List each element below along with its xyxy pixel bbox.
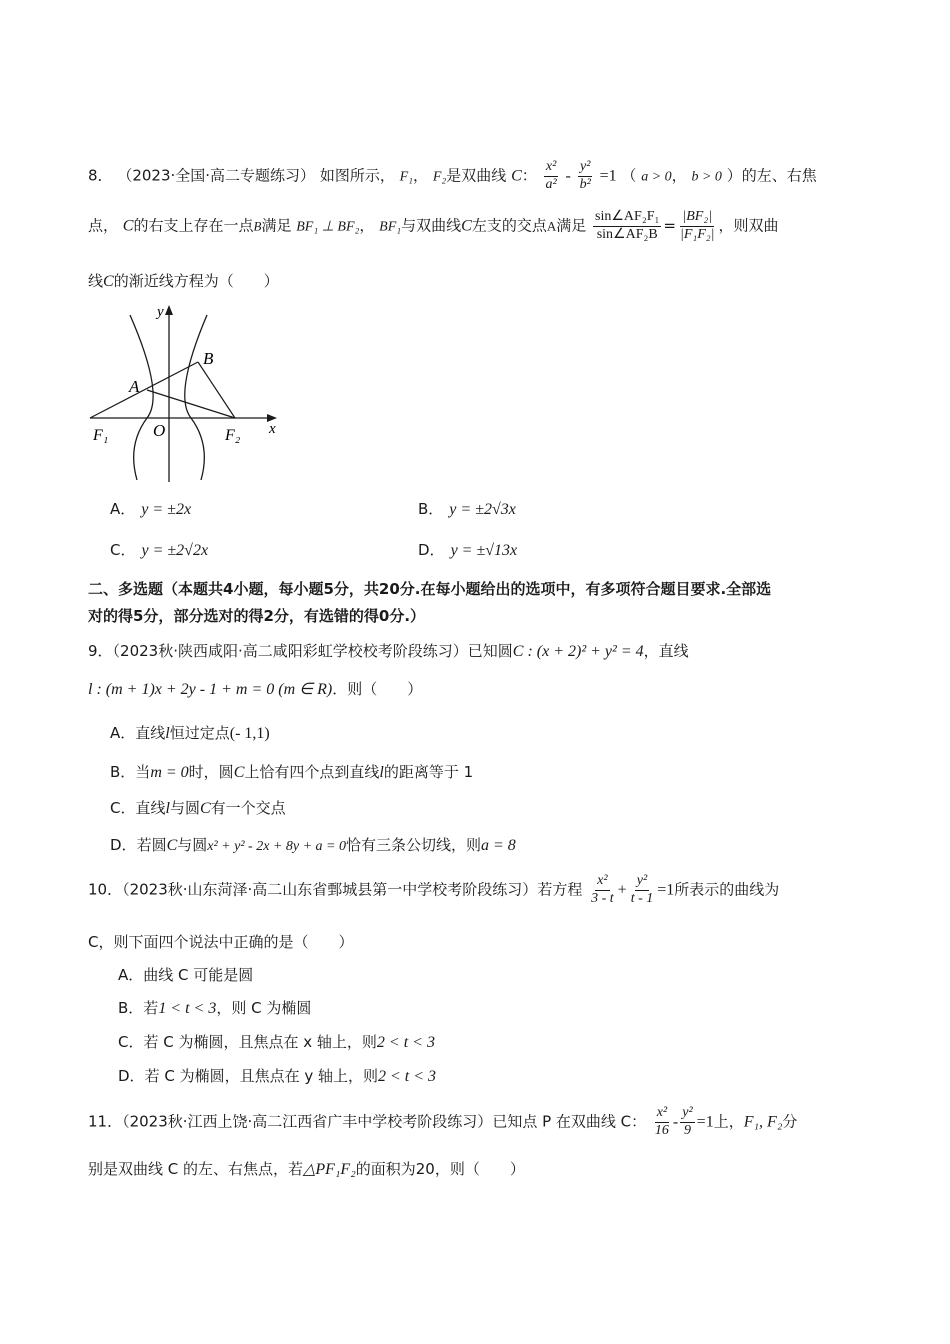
fig-b-label: B: [203, 349, 214, 368]
q8-l2d: ，: [359, 216, 375, 235]
q8-option-c[interactable]: C． y = ±2√2x: [110, 541, 209, 559]
fig-y-label: y: [157, 304, 164, 320]
q10-line2: C，则下面四个说法中正确的是（ ）: [88, 933, 354, 951]
section2-heading-line2: 对的得5分，部分选对的得2分，有选错的得0分.）: [88, 607, 426, 625]
q8-l2a: 点，: [88, 216, 119, 235]
q10-option-b[interactable]: B．若1 < t < 3，则 C 为椭圆: [118, 999, 312, 1017]
fig-a-label: A: [129, 377, 140, 396]
q8-c: C: [511, 167, 522, 185]
q8-frac-y: $\frac{\text{y²}}{\text{b²}}$: [579, 159, 591, 192]
q8-text: 如图所示，: [319, 166, 395, 185]
q9-line2: l : (m + 1)x + 2y - 1 + m = 0 (m ∈ R)．则（ ）: [88, 680, 423, 698]
q8-l2c: C: [122, 217, 134, 235]
q10-option-c[interactable]: C．若 C 为椭圆，且焦点在 x 轴上，则2 < t < 3: [118, 1033, 435, 1051]
q8-sep: ，: [413, 166, 429, 185]
q8-line2: 点， C的右支上存在一点B满足 BF₁ ⊥ BF₂， BF₁与双曲线C左支的交点A满足 $\frac{\text{sin∠AF₂F₁}}{\text{sin∠AF₂B}}$ = $\frac{\text{|BF₂|}}{\text{|F₁F₂|}}$ ，则双曲: [88, 209, 779, 242]
y-axis-arrow: [165, 305, 173, 315]
q8-colon: ：: [521, 166, 537, 185]
q8-l2-A: A: [546, 218, 557, 234]
q8-l2b: 的右支上存在一点: [133, 216, 254, 235]
q8-l3a: 线: [88, 272, 104, 290]
q8-option-b[interactable]: B． y = ±2√3x: [418, 500, 516, 518]
q11-line2: 别是双曲线 C 的左、右焦点，若△PF₁F₂的面积为20，则（ ）: [88, 1160, 525, 1178]
q10-frac-x: $\frac{\text{x²}}{3 - t}$: [591, 873, 614, 906]
q9-line1: 9．（2023秋·陕西咸阳·高二咸阳彩虹学校校考阶段练习）已知圆C : (x + 2)² + y² = 4，直线: [88, 642, 689, 660]
q8-cond1: a > 0: [641, 169, 672, 185]
q8-ratio-left: $\frac{\text{sin∠AF₂F₁}}{\text{sin∠AF₂B}}$: [595, 209, 660, 242]
fig-f2-label: F₂: [225, 427, 241, 444]
q8-perp: BF₁ ⊥ BF₂: [296, 219, 360, 235]
q8-l2e: 与双曲线: [401, 216, 462, 235]
q8-bf1: BF₁: [379, 219, 402, 235]
q8-option-a[interactable]: A． y = ±2x: [110, 500, 192, 518]
q8-frac-x: $\frac{\text{x²}}{\text{a²}}$: [545, 159, 557, 192]
q8-l2c2: 满足: [261, 216, 292, 235]
q8-text2: 是双曲线: [446, 166, 507, 185]
q8-l2h: ，则双曲: [718, 216, 779, 235]
fig-o-label: O: [153, 421, 166, 440]
q10-option-d[interactable]: D．若 C 为椭圆，且焦点在 y 轴上，则2 < t < 3: [118, 1067, 437, 1085]
q8-l2f: 左支的交点: [471, 216, 547, 235]
line-a-f2: [147, 390, 235, 418]
q8-minus: -: [565, 167, 571, 185]
q8-l3b: 的渐近线方程为（ ）: [113, 272, 279, 290]
section2-heading-line1: 二、多选题（本题共4小题，每小题5分，共20分.在每小题给出的选项中，有多项符合题目要求.全部选: [88, 580, 772, 598]
q9-option-a[interactable]: A．直线l恒过定点(- 1,1): [110, 724, 270, 742]
q8-f2: F₂: [432, 169, 447, 185]
q8-ratio-right: $\frac{\text{|BF₂|}}{\text{|F₁F₂|}}$: [679, 209, 715, 242]
q8-cond2: b > 0: [691, 169, 722, 185]
q8-cond-close: ）: [726, 166, 742, 185]
q8-l2g: 满足: [556, 216, 587, 235]
q11-line1: 11．（2023秋·江西上饶·高二江西省广丰中学校考阶段练习）已知点 P 在双曲线 C： $\frac{\text{x²}}{16}$ - $\frac{\text{y²}}{9}$ =1上，F₁, F₂分: [88, 1105, 798, 1138]
fig-x-label: x: [269, 421, 276, 437]
q8-l3c: C: [103, 273, 114, 290]
q11-frac-y: $\frac{\text{y²}}{9}$: [682, 1105, 693, 1138]
q10-option-a[interactable]: A．曲线 C 可能是圆: [118, 966, 254, 984]
q8-line1: 8． （2023·全国·高二专题练习） 如图所示， F₁， F₂是双曲线 C： $\frac{\text{x²}}{\text{a²}}$ - $\frac{\text{y²}}{\text{b²}}$ =1 （ a > 0， b > 0 ）的左、右焦: [88, 159, 817, 192]
hyperbola-figure: [85, 300, 285, 485]
q10-frac-y: $\frac{\text{y²}}{t - 1}$: [630, 873, 654, 906]
q8-line3: [88, 270, 279, 291]
q8-l2-B: B: [253, 218, 262, 234]
q8-l2c3: C: [461, 217, 472, 235]
q9-option-d[interactable]: D．若圆C与圆x² + y² - 2x + 8y + a = 0恰有三条公切线，则a = 8: [110, 836, 516, 854]
q8-cond-open: （: [621, 166, 637, 185]
right-branch: [185, 315, 207, 480]
q9-option-b[interactable]: B．当m = 0时，圆C上恰有四个点到直线l的距离等于 1: [110, 763, 474, 781]
fig-f1-label: F₁: [93, 427, 109, 444]
line-f1-b: [90, 362, 198, 418]
q8-option-d[interactable]: D． y = ±√13x: [418, 541, 518, 559]
q8-source: （2023·全国·高二专题练习）: [117, 166, 316, 185]
line-b-f2: [198, 362, 235, 418]
q9-option-c[interactable]: C．直线l与圆C有一个交点: [110, 799, 286, 817]
q11-frac-x: $\frac{\text{x²}}{16}$: [654, 1105, 669, 1138]
q8-number: 8．: [88, 166, 113, 185]
left-branch: [130, 315, 153, 480]
q10-line1: 10．（2023秋·山东菏泽·高二山东省鄄城县第一中学校考阶段练习）若方程 $\frac{\text{x²}}{3 - t}$ + $\frac{\text{y²}}{t - 1}$ =1所表示的曲线为: [88, 873, 780, 906]
q8-rhs: =1: [599, 167, 617, 185]
q8-text3: 的左、右焦: [741, 166, 817, 185]
q8-f1: F₁: [399, 169, 414, 185]
